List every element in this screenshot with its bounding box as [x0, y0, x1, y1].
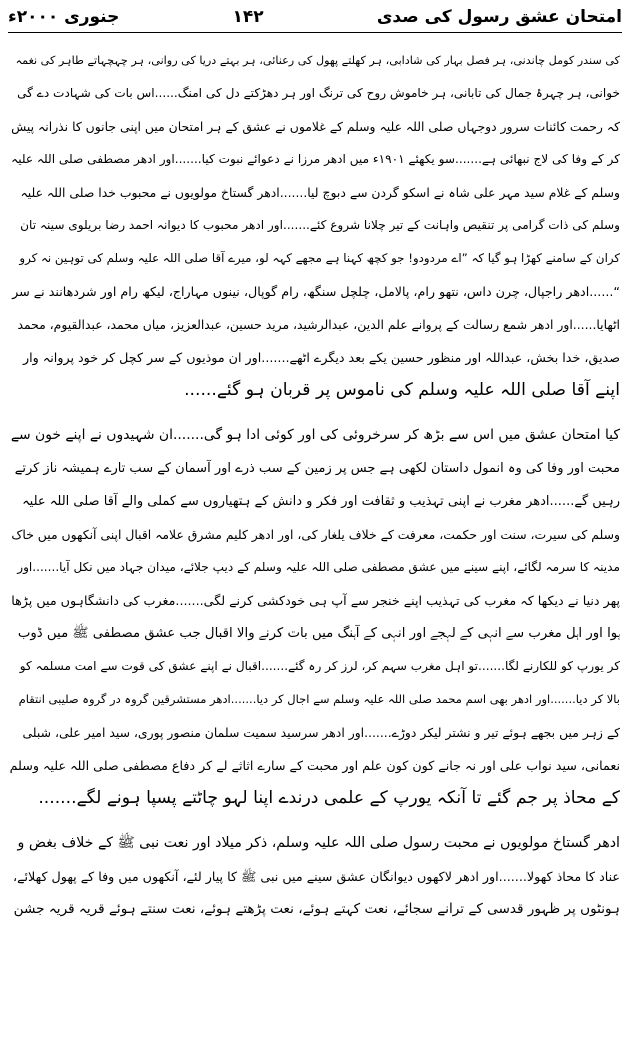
text-line: کیا امتحان عشق میں اس سے بڑھ کر سرخروئی کی اور کوئی ادا ہو گی.......ان شہیدوں نے اپنے خون سے — [10, 427, 620, 443]
header-date: جنوری ۲۰۰۰ء — [8, 7, 120, 27]
text-line: رہیں گے......ادھر مغرب نے اپنی تہذیب و ثقافت اور فکر و دانش کے ہتھیاروں سے کملی والے آقا صلی اللہ علیہ — [22, 494, 620, 509]
page-number: ۱۴۲ — [232, 7, 264, 27]
header-title: امتحان عشق رسول کی صدی — [376, 7, 622, 27]
text-line: وسلم کے غلام سید مہر علی شاہ نے اسکو گردن سے دبوچ لیا.......ادھر گستاخ مولویوں نے محبوب خدا صلی اللہ علیہ — [20, 185, 620, 200]
text-line: کر کے وفا کی لاج نبھائی ہے.......سو یکھئے ۱۹۰۱ء میں ادھر مرزا نے دعوائے نبوت کیا.......اور ادھر مصطفی صلی اللہ علیہ — [11, 152, 620, 166]
text-line: ادھر گستاخ مولویوں نے محبت رسول صلی اللہ علیہ وسلم، ذکر میلاد اور نعت نبی ﷺ کے خلاف بغض و — [17, 835, 620, 851]
text-line: کے محاذ پر جم گئے تا آنکہ یورپ کے علمی درندے اپنا لہو چاٹتے پسپا ہونے لگے....... — [38, 788, 620, 808]
text-line: ہونٹوں پر ظہور قدسی کے ترانے سجائے، نعت کہتے ہوئے، نعت پڑھتے ہوئے، نعت سنتے ہوئے قریہ قریہ جشن — [13, 901, 620, 917]
text-line: پھر دنیا نے دیکھا کہ مغرب کی تہذیب اپنے خنجر سے آپ ہی خودکشی کرنے لگی.......مغرب کی دانشگاہوں میں پڑھا — [11, 593, 620, 608]
text-line: نعمانی، سید نواب علی اور نہ جانے کون کون علم اور محبت کے سارے اثاثے لے کر دفاع مصطفی صلی اللہ علیہ وسلم — [10, 758, 620, 773]
text-line: کی سندر کومل چاندنی، ہر فصل بہار کی شادابی، ہر کھلتے پھول کی رعنائی، ہر بہتے دریا کی روانی، ہر چہچہاتے طاہر کی نغمہ — [15, 54, 620, 67]
paragraph — [10, 419, 620, 815]
text-line: اٹھایا......اور ادھر شمع رسالت کے پروانے علم الدین، عبدالرشید، مرید حسین، عبدالعزیز، میاں محمد، عبدالقیوم، محمد — [17, 317, 620, 332]
text-line: “......ادھر راجپال، چرن داس، نتھو رام، پالامل، چلچل سنگھ، رام گوپال، نینوں مہاراج، لیکھ رام اور شردھانند نے سر — [12, 284, 620, 299]
text-line: کے زہر میں بجھے ہوئے تیر و نشتر لیکر دوڑے.......اور ادھر سرسید سمیت سلمان منصور پوری، سید امیر علی، شبلی — [22, 725, 620, 740]
text-line: بالا کر دیا.......اور ادھر بھی اسم محمد صلی اللہ علیہ وسلم سے اجال کر دیا.......ادھر مستشرقین گروہ در گروہ صلیبی انتقام — [18, 692, 620, 706]
text-line: کران کے سامنے کھڑا ہو گیا کہ ”اے مردودو! جو کچھ کہنا ہے مجھے کہہ لو، میرے آقا صلی اللہ علیہ وسلم کی توہین نہ کرو — [19, 251, 620, 265]
article-body — [10, 44, 620, 1048]
paragraph — [10, 827, 620, 926]
text-line: وسلم کی ذات گرامی پر تنقیص واہانت کے تیر چلانا شروع کئے.......اور ادھر محبوب کا دیوانہ احمد رضا بریلوی سینہ تان — [20, 218, 620, 232]
text-line: صدیق، خدا بخش، عبداللہ اور منظور حسین یکے بعد دیگرے اٹھے.......اور ان موذیوں کے سر کچل کر خود پروانہ وار — [23, 350, 620, 365]
paragraph — [10, 44, 620, 407]
text-line: وسلم کی سیرت، سنت اور حکمت، معرفت کے خلاف یلغار کی، اور ادھر کلیم مشرق علامہ اقبال اپنی آنکھوں میں خاک — [11, 527, 620, 542]
text-line: ہوا اور اہل مغرب سے انہی کے لہجے اور انہی کے آہنگ میں بات کرنے والا اقبال جب عشق مصطفی ﷺ میں ڈوب — [17, 626, 620, 641]
text-line: اپنے آقا صلی اللہ علیہ وسلم کی ناموس پر قربان ہو گئے...... — [184, 380, 620, 400]
text-line: خوانی، ہر چہرۂ جمال کی تابانی، ہر خاموش روح کی ترنگ اور ہر دھڑکتے دل کی امنگ......اس بات کی شہادت دے گی — [17, 86, 620, 100]
text-line: محبت اور وفا کی وہ انمول داستان لکھی ہے جس پر زمین کے سب ذرے اور آسمان کے سب تارے ہمیشہ ناز کرتے — [14, 461, 620, 476]
text-line: کہ رحمت کائنات سرور دوجہاں صلی اللہ علیہ وسلم کے غلاموں نے عشق کے ہر امتحان میں اپنی جانوں کا نذرانہ پیش — [11, 119, 620, 134]
text-line: عناد کا محاذ کھولا.......اور ادھر لاکھوں دیوانگان عشق سینے میں نبی ﷺ کا پیار لئے، آنکھوں میں وفا کے پھول کھلائے، — [13, 869, 620, 884]
text-line: مدینہ کا سرمہ لگائے، اپنے سینے میں عشق مصطفی صلی اللہ علیہ وسلم کے دیپ جلائے، میدان جہاد میں نکل آیا.......اور — [17, 560, 620, 574]
text-line: کر یورپ کو للکارنے لگا.......تو اہل مغرب سہم کر، لرز کر رہ گئے.......اقبال نے اپنے عشق کی قوت سے امت مسلمہ کو — [19, 659, 620, 673]
page-header — [8, 2, 622, 33]
